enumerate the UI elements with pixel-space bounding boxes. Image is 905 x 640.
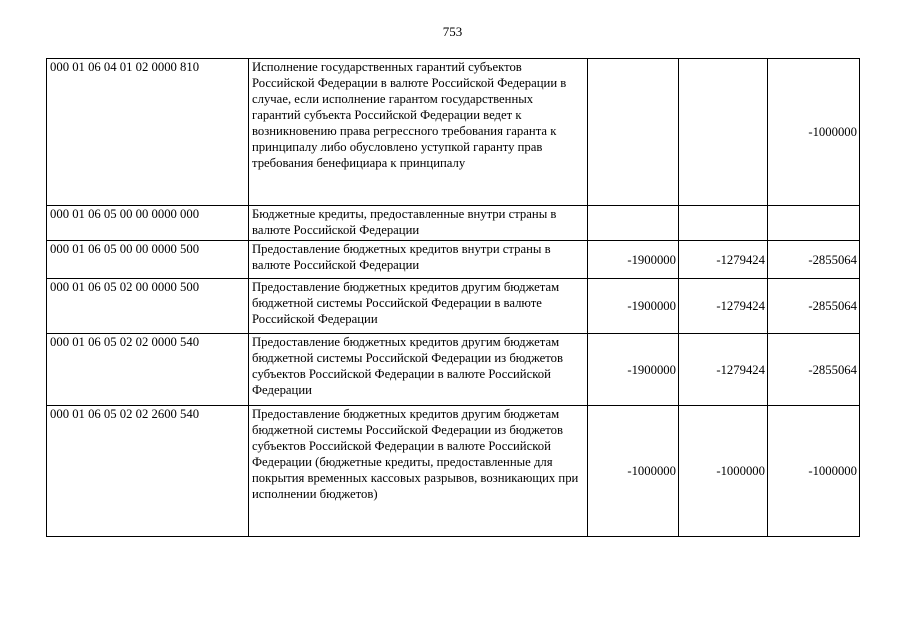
budget-code-cell: 000 01 06 04 01 02 0000 810 bbox=[47, 59, 249, 206]
value-cell-3: -2855064 bbox=[768, 334, 860, 406]
value-cell-2: -1279424 bbox=[679, 279, 768, 334]
value-cell-2: -1279424 bbox=[679, 241, 768, 279]
description-cell: Предоставление бюджетных кредитов другим бюджетам бюджетной системы Российской Федерации из бюджетов субъектов Российской Федерации в валюте Российской Федерации bbox=[249, 334, 588, 406]
table-row bbox=[47, 279, 860, 334]
description-cell: Предоставление бюджетных кредитов другим бюджетам бюджетной системы Российской Федерации в валюте Российской Федерации bbox=[249, 279, 588, 334]
budget-code-cell: 000 01 06 05 02 00 0000 500 bbox=[47, 279, 249, 334]
value-cell-1 bbox=[588, 59, 679, 206]
value-cell-3: -2855064 bbox=[768, 241, 860, 279]
value-cell-2: -1279424 bbox=[679, 334, 768, 406]
description-cell: Предоставление бюджетных кредитов внутри страны в валюте Российской Федерации bbox=[249, 241, 588, 279]
value-cell-1 bbox=[588, 206, 679, 241]
budget-code-cell: 000 01 06 05 00 00 0000 500 bbox=[47, 241, 249, 279]
value-cell-1: -1900000 bbox=[588, 241, 679, 279]
value-cell-3: -1000000 bbox=[768, 406, 860, 537]
budget-code-cell: 000 01 06 05 02 02 0000 540 bbox=[47, 334, 249, 406]
value-cell-1: -1000000 bbox=[588, 406, 679, 537]
value-cell-1: -1900000 bbox=[588, 334, 679, 406]
table-row bbox=[47, 241, 860, 279]
description-cell: Бюджетные кредиты, предоставленные внутри страны в валюте Российской Федерации bbox=[249, 206, 588, 241]
value-cell-2: -1000000 bbox=[679, 406, 768, 537]
description-cell: Предоставление бюджетных кредитов другим бюджетам бюджетной системы Российской Федерации из бюджетов субъектов Российской Федерации в валюте Российской Федерации (бюджетные кредиты, предоставленные для покрытия временных кассовых разрывов, возникающих при исполнении бюджетов) bbox=[249, 406, 588, 537]
page-number: 753 bbox=[442, 24, 463, 39]
table-row bbox=[47, 334, 860, 406]
table-row bbox=[47, 59, 860, 206]
description-cell: Исполнение государственных гарантий субъектов Российской Федерации в валюте Российской Федерации в случае, если исполнение гарантом государственных гарантий субъекта Российской Федерации ведет к возникновению права регрессного требования гаранта к принципалу либо обусловлено уступкой гаранту прав требования бенефициара к принципалу bbox=[249, 59, 588, 206]
table-row bbox=[47, 206, 860, 241]
value-cell-2 bbox=[679, 59, 768, 206]
budget-sources-table bbox=[46, 58, 860, 537]
value-cell-3 bbox=[768, 206, 860, 241]
value-cell-2 bbox=[679, 206, 768, 241]
table-row bbox=[47, 406, 860, 537]
value-cell-1: -1900000 bbox=[588, 279, 679, 334]
budget-code-cell: 000 01 06 05 02 02 2600 540 bbox=[47, 406, 249, 537]
value-cell-3: -2855064 bbox=[768, 279, 860, 334]
value-cell-3: -1000000 bbox=[768, 59, 860, 206]
budget-code-cell: 000 01 06 05 00 00 0000 000 bbox=[47, 206, 249, 241]
